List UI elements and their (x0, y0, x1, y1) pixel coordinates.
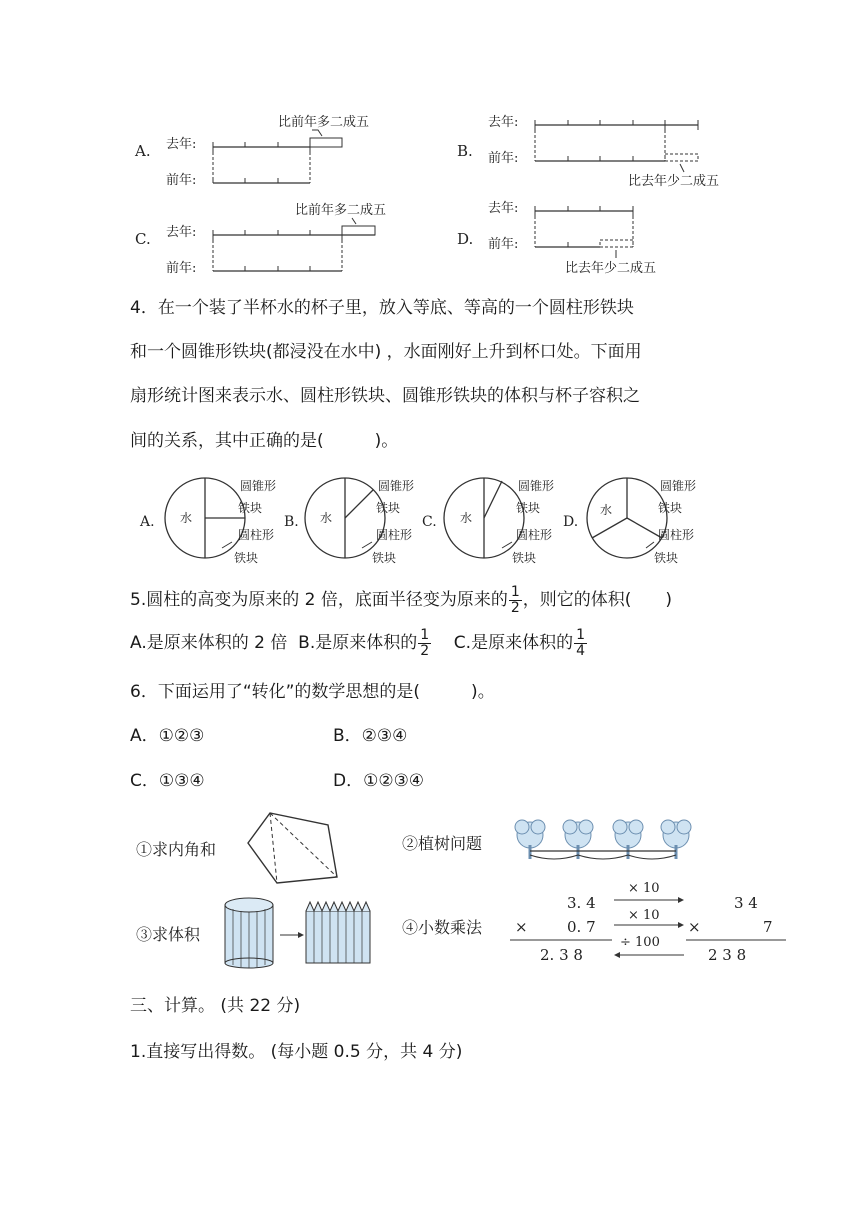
mult-c2: 2 3 8 (708, 946, 747, 964)
section-3-sub1: 1.直接写出得数。 (每小题 0.5 分，共 4 分) (130, 1042, 463, 1062)
q4-option-b[interactable] (284, 478, 414, 565)
q4-d-cyl2: 铁块 (654, 551, 679, 565)
q5-option-a[interactable]: A.是原来体积的 2 倍 (130, 633, 288, 653)
mult-times-2: × (688, 918, 701, 936)
q4-d-cone1: 圆锥形 (660, 479, 697, 493)
q5-fraction-quarter: $\frac{1}{4}$ (576, 626, 585, 659)
q4-a-cone1: 圆锥形 (240, 479, 277, 493)
q5-fraction-half: $\frac{1}{2}$ (510, 583, 520, 616)
q3-option-a[interactable] (134, 114, 369, 188)
q5-stem (130, 583, 672, 617)
q5-option-c[interactable]: C.是原来体积的 $\frac{1}{4}$ (453, 626, 585, 659)
q4-b-cone2: 铁块 (376, 501, 401, 515)
q3-d-row2-label: 前年: (488, 237, 519, 252)
q4-line-1: 4．在一个装了半杯水的杯子里，放入等底、等高的一个圆柱形铁块 (130, 298, 634, 318)
q6-option-c[interactable]: C．①③④ (130, 771, 205, 791)
q3-option-b[interactable] (457, 114, 719, 189)
mult-x10-b: × 10 (628, 908, 660, 923)
q4-a-water: 水 (180, 511, 193, 525)
q4-b-cyl2: 铁块 (372, 551, 397, 565)
q3-b-note: 比去年少二成五 (628, 174, 720, 189)
q4-b-water: 水 (320, 511, 333, 525)
q4-option-a[interactable] (139, 478, 276, 565)
trees-icon (515, 820, 691, 859)
q3-c-row2-label: 前年: (166, 261, 197, 276)
q3-c-row1-label: 去年: (166, 225, 197, 240)
q4-line-2: 和一个圆锥形铁块(都浸没在水中) ，水面刚好上升到杯口处。下面用 (130, 342, 642, 362)
q4-c-cone1: 圆锥形 (518, 479, 555, 493)
q4-c-letter: C. (422, 514, 437, 530)
mult-b2: 7 (763, 918, 773, 936)
q4-d-cone2: 铁块 (658, 501, 683, 515)
q4-option-c[interactable] (422, 478, 554, 565)
mult-c: 2. 3 8 (540, 946, 583, 964)
q6-fig3-label: ③求体积 (136, 925, 201, 944)
q6-fig1-label: ①求内角和 (136, 840, 217, 859)
q3-a-row1-label: 去年: (166, 137, 197, 152)
q3-a-note: 比前年多二成五 (278, 115, 370, 130)
mult-b: 0. 7 (567, 918, 596, 936)
q4-b-cone1: 圆锥形 (378, 479, 415, 493)
q5-fraction-half-b: $\frac{1}{2}$ (420, 626, 430, 659)
mult-a2: 3 4 (734, 894, 758, 912)
q4-option-d[interactable] (563, 478, 696, 565)
q4-line-4: 间的关系，其中正确的是( )。 (130, 431, 399, 451)
q4-c-cone2: 铁块 (516, 501, 541, 515)
decimal-multiplication (510, 881, 786, 964)
q6-option-d[interactable]: D．①②③④ (333, 771, 425, 791)
q4-c-cyl2: 铁块 (512, 551, 537, 565)
q5-stem-text: 5.圆柱的高变为原来的 2 倍，底面半径变为原来的 (130, 590, 508, 610)
q6-stem: 6．下面运用了“转化”的数学思想的是( )。 (130, 682, 495, 702)
q3-option-d[interactable] (457, 200, 656, 276)
q4-d-cyl1: 圆柱形 (658, 528, 695, 542)
q3-a-letter: A. (135, 142, 151, 160)
q4-a-cyl2: 铁块 (234, 551, 259, 565)
q4-c-cyl1: 圆柱形 (516, 528, 553, 542)
mult-times-1: × (515, 918, 528, 936)
q3-options-figure (0, 100, 860, 290)
q4-line-3: 扇形统计图来表示水、圆柱形铁块、圆锥形铁块的体积与杯子容积之 (130, 386, 640, 406)
section-3-title: 三、计算。 (共 22 分) (130, 996, 301, 1016)
q6-option-b[interactable]: B．②③④ (333, 726, 408, 746)
q3-a-row2-label: 前年: (166, 173, 197, 188)
q4-pie-options (0, 470, 860, 570)
q3-b-row1-label: 去年: (488, 115, 519, 130)
q4-c-water: 水 (460, 511, 473, 525)
q4-d-letter: D. (563, 514, 579, 530)
q4-a-cone2: 铁块 (238, 501, 263, 515)
pentagon-shape (248, 813, 337, 883)
q3-b-letter: B. (457, 142, 473, 160)
q3-b-row2-label: 前年: (488, 151, 519, 166)
q3-option-c[interactable] (135, 202, 386, 276)
mult-a: 3. 4 (567, 894, 596, 912)
mult-x10-a: × 10 (628, 881, 660, 896)
q5-stem-end: ，则它的体积( ) (522, 590, 673, 610)
q3-d-letter: D. (457, 230, 474, 248)
q4-b-cyl1: 圆柱形 (376, 528, 413, 542)
q6-figures (0, 805, 860, 970)
q3-d-row1-label: 去年: (488, 201, 519, 216)
q5-option-b[interactable]: B.是原来体积的 $\frac{1}{2}$ (298, 626, 430, 659)
q4-d-water: 水 (600, 503, 613, 517)
q6-fig4-label: ④小数乘法 (402, 918, 483, 937)
mult-div100: ÷ 100 (620, 935, 660, 950)
q6-fig2-label: ②植树问题 (402, 834, 483, 853)
q4-a-cyl1: 圆柱形 (238, 528, 275, 542)
q3-d-note: 比去年少二成五 (565, 261, 657, 276)
q5-options (130, 626, 588, 660)
cylinder-to-prism-icon (225, 898, 370, 968)
q4-a-letter: A. (140, 514, 155, 530)
q4-b-letter: B. (284, 514, 299, 530)
q6-option-a[interactable]: A．①②③ (130, 726, 205, 746)
q3-c-note: 比前年多二成五 (295, 203, 387, 218)
q3-c-letter: C. (135, 230, 151, 248)
